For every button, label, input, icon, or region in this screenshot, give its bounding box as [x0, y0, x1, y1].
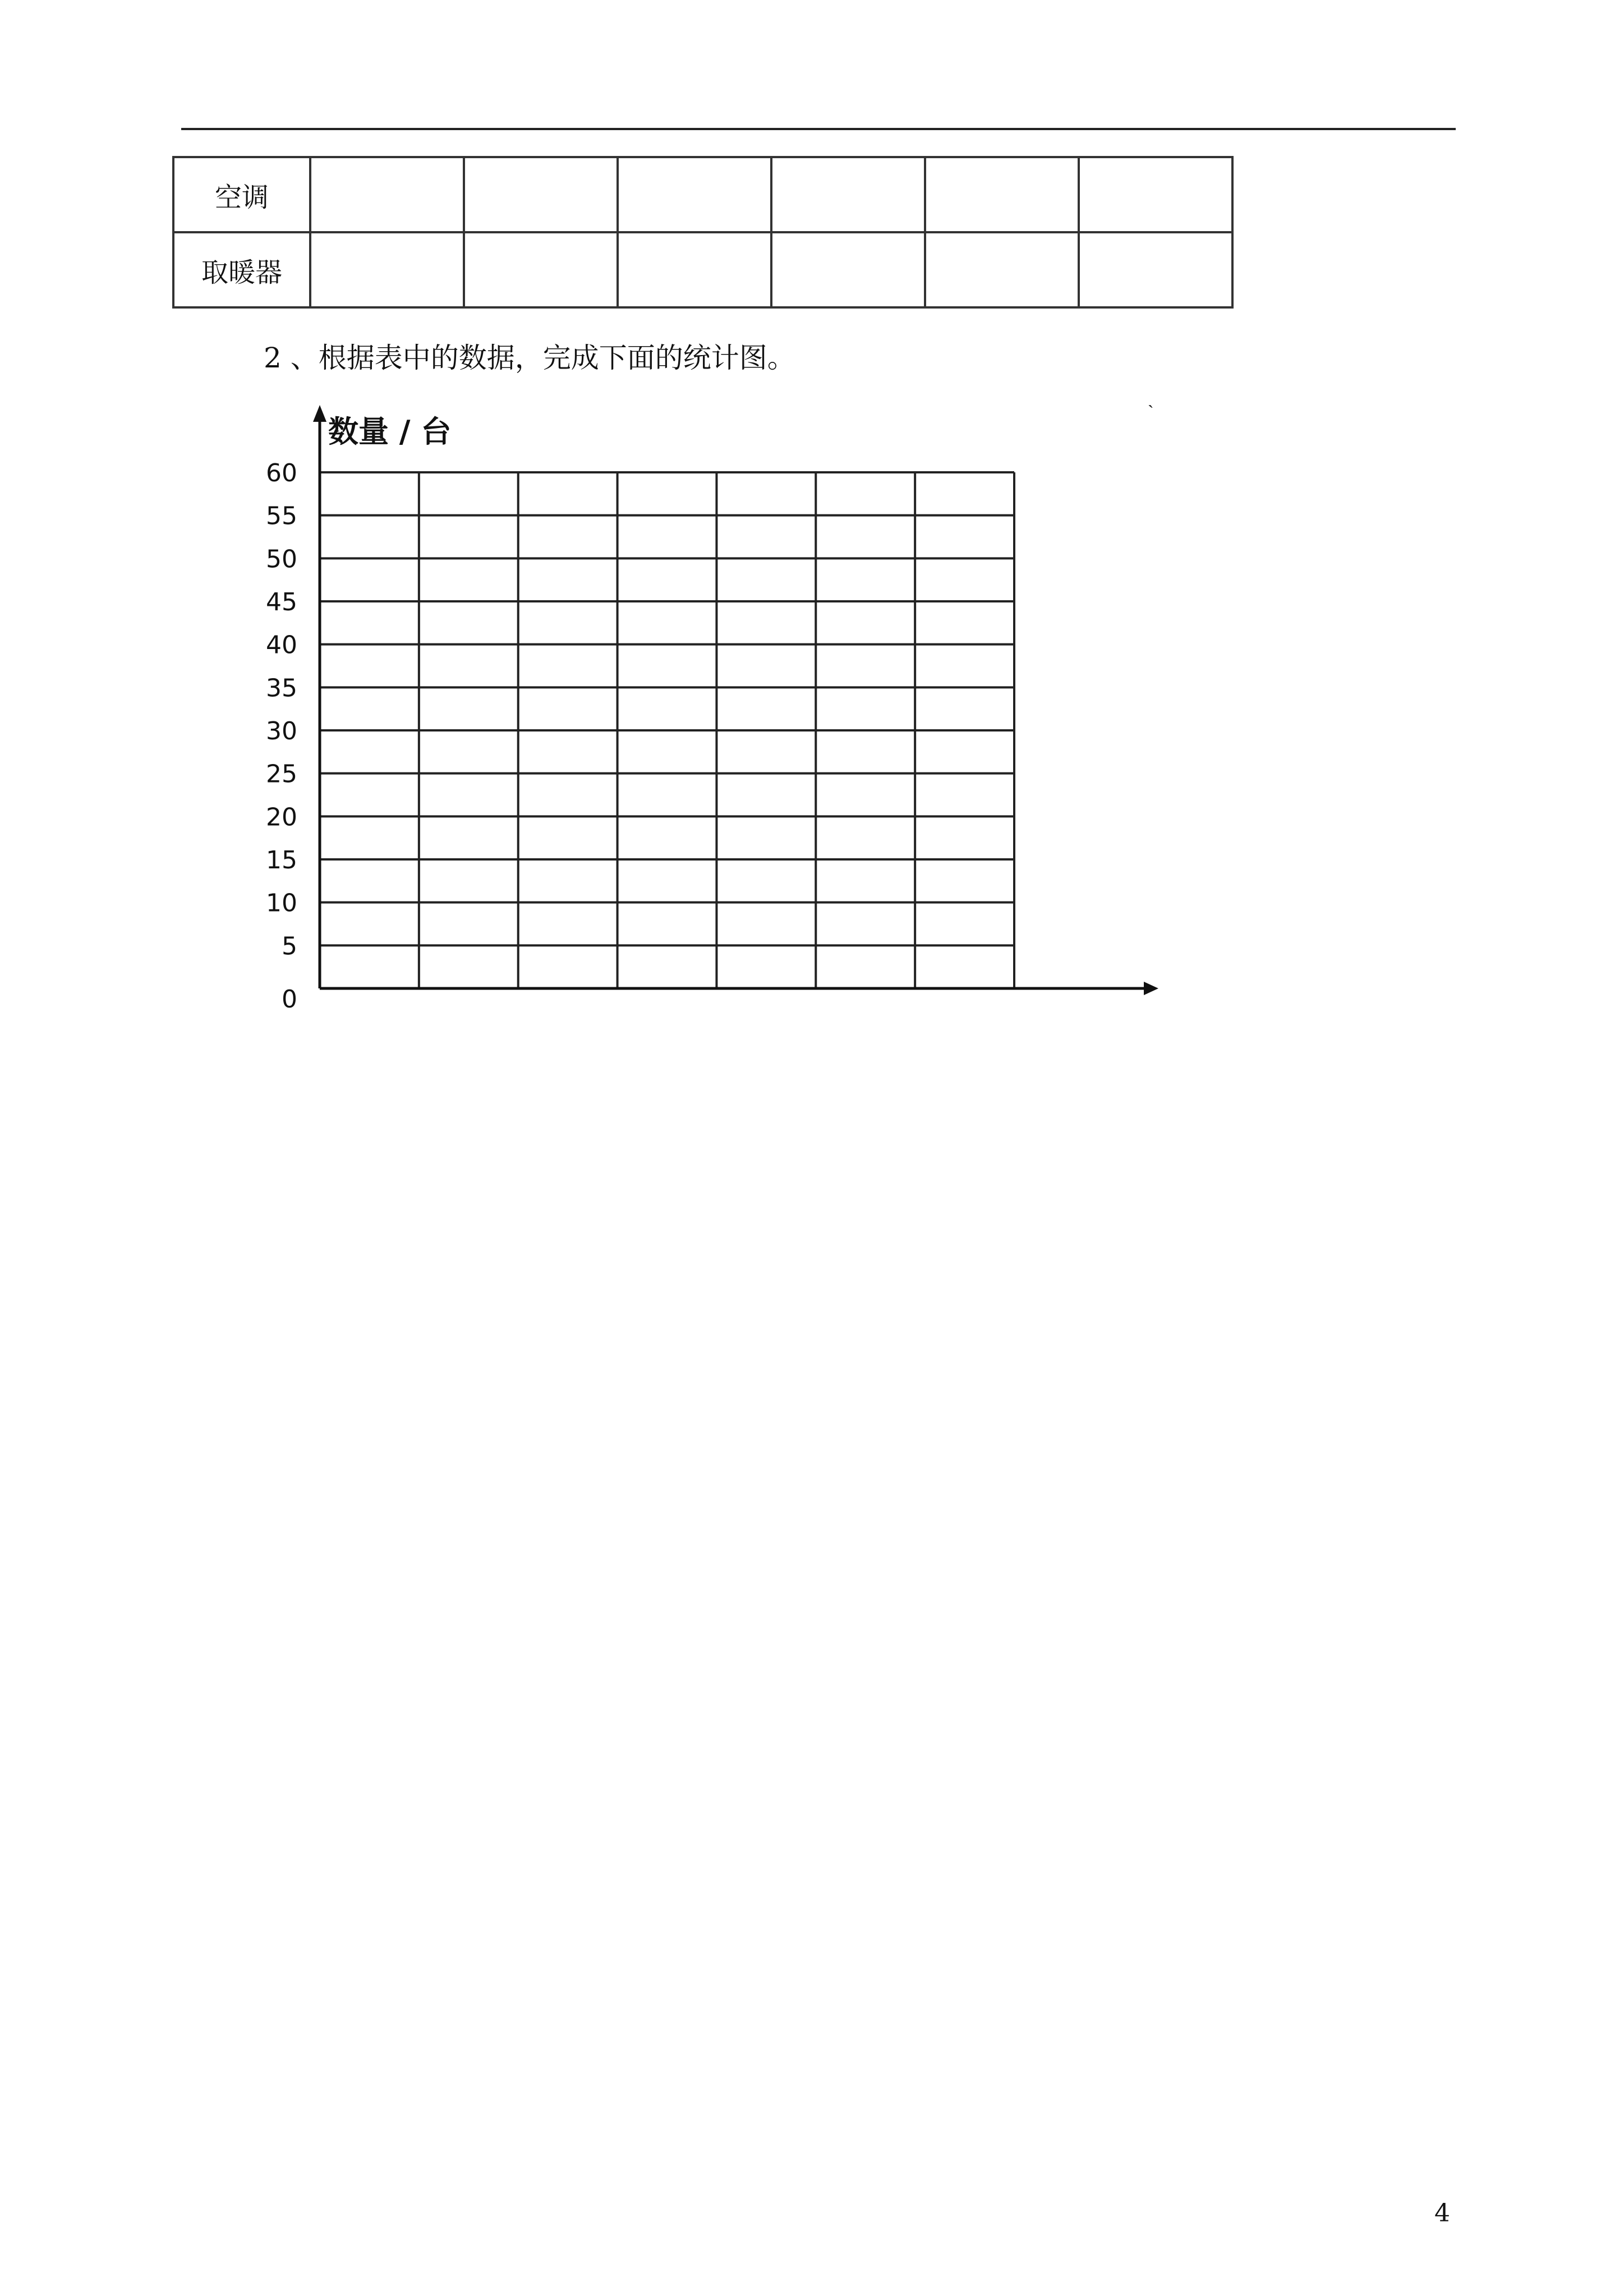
y-tick-label: 35 — [266, 674, 297, 703]
row-label-heater: 取暖器 — [173, 232, 310, 307]
y-tick-label: 55 — [266, 501, 297, 531]
chart-gridlines — [320, 472, 1014, 988]
y-tick-label: 40 — [266, 631, 297, 660]
y-tick-label: 5 — [282, 932, 297, 961]
page-number: 4 — [1434, 2199, 1450, 2228]
y-tick-label: 10 — [266, 889, 297, 918]
stray-mark: ˏ — [1148, 387, 1154, 408]
chart-axes — [313, 405, 1158, 995]
row-label-aircon: 空调 — [173, 157, 310, 232]
y-tick-label: 20 — [266, 803, 297, 832]
y-tick-label: 45 — [266, 588, 297, 616]
instruction-text: 2 、根据表中的数据，完成下面的统计图。 — [264, 342, 795, 374]
y-tick-label: 0 — [282, 985, 297, 1014]
x-axis-arrow-icon — [1144, 982, 1158, 995]
y-tick-label: 15 — [266, 846, 297, 875]
y-tick-label: 50 — [266, 545, 297, 574]
y-tick-label: 30 — [266, 717, 297, 746]
y-axis-arrow-icon — [313, 405, 326, 422]
bar-chart-grid — [0, 0, 1624, 1066]
y-axis-label: 数量 / 台 — [328, 414, 452, 449]
y-tick-label: 60 — [266, 459, 297, 487]
y-tick-label: 25 — [266, 760, 297, 789]
y-tick-labels — [266, 459, 297, 1014]
